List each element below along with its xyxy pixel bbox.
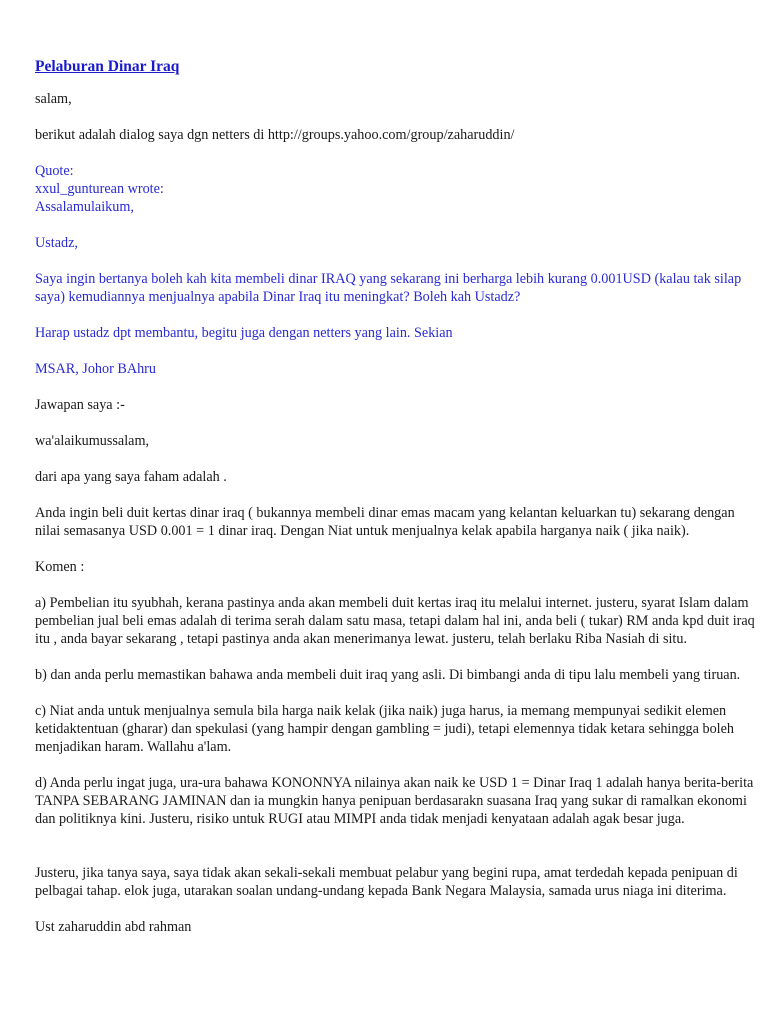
conclusion: Justeru, jika tanya saya, saya tidak akan sekali-sekali membuat pelabur yang begini rupa, amat terdedah kepada penipuan di pelbagai tahap. elok juga, utarakan soalan undang-undang kepada Bank Negara Malaysia, samada urus niaga ini diterima.: [35, 865, 738, 899]
answer-heading: Jawapan saya :-: [35, 397, 125, 413]
point-b: b) dan anda perlu memastikan bahawa anda membeli duit iraq yang asli. Di bimbangi anda di tipu lalu membeli yang tiruan.: [35, 667, 741, 683]
quote-signature: MSAR, Johor BAhru: [35, 361, 157, 377]
point-a: a) Pembelian itu syubhah, kerana pastinya anda akan membeli duit kertas iraq itu melalui internet. justeru, syarat Islam dalam pembelian jual beli emas adalah di terima serah dalam satu masa, tetapi dalam hal ini, anda beli ( tukar) RM anda kpd duit iraq itu , anda bayar sekarang , tetapi pastinya anda akan menerimanya lewat. justeru, telah berlaku Riba Nasiah di situ.: [35, 595, 755, 647]
point-c: c) Niat anda untuk menjualnya semula bila harga naik kelak (jika naik) juga harus, ia memang mempunyai sedikit elemen ketidaktentuan (gharar) dan spekulasi (yang hampir dengan gambling = judi), tetapi elemennya tidak ketara sehingga boleh menjadikan haram. Wallahu a'lam.: [35, 703, 735, 755]
quoted-question: [35, 162, 760, 378]
point-d: d) Anda perlu ingat juga, ura-ura bahawa KONONNYA nilainya akan naik ke USD 1 = Dinar Iraq 1 adalah hanya berita-berita TANPA SEBARANG JAMINAN dan ia mungkin hanya penipuan berdasarakn suasana Iraq yang sukar di ramalkan ekonomi dan politiknya kini. Justeru, risiko untuk RUGI atau MIMPI anda tidak menjadi kenyataan adalah agak besar juga.: [35, 775, 754, 827]
greeting: salam,: [35, 91, 72, 107]
answer-understanding: dari apa yang saya faham adalah .: [35, 469, 227, 485]
quote-salutation: Assalamulaikum,: [35, 199, 134, 215]
article: [35, 58, 760, 936]
intro-text: berikut adalah dialog saya dgn netters di http://groups.yahoo.com/group/zaharuddin/: [35, 127, 515, 143]
quote-label: Quote:: [35, 163, 74, 179]
quote-author-line: xxul_gunturean wrote:: [35, 181, 164, 197]
quote-address: Ustadz,: [35, 235, 78, 251]
signoff: Ust zaharuddin abd rahman: [35, 919, 192, 935]
answer-salam-reply: wa'alaikumussalam,: [35, 433, 150, 449]
spacer: [35, 846, 760, 864]
article-title-link[interactable]: Pelaburan Dinar Iraq: [35, 58, 180, 75]
quote-question: Saya ingin bertanya boleh kah kita membeli dinar IRAQ yang sekarang ini berharga lebih kurang 0.001USD (kalau tak silap saya) kemudiannya menjualnya apabila Dinar Iraq itu meningkat? Boleh kah Ustadz?: [35, 271, 742, 305]
answer-summary: Anda ingin beli duit kertas dinar iraq ( bukannya membeli dinar emas macam yang kelantan keluarkan tu) sekarang dengan nilai semasanya USD 0.001 = 1 dinar iraq. Dengan Niat untuk menjualnya kelak apabila harganya naik ( jika naik).: [35, 505, 735, 539]
komen-label: Komen :: [35, 559, 85, 575]
quote-request: Harap ustadz dpt membantu, begitu juga dengan netters yang lain. Sekian: [35, 325, 453, 341]
